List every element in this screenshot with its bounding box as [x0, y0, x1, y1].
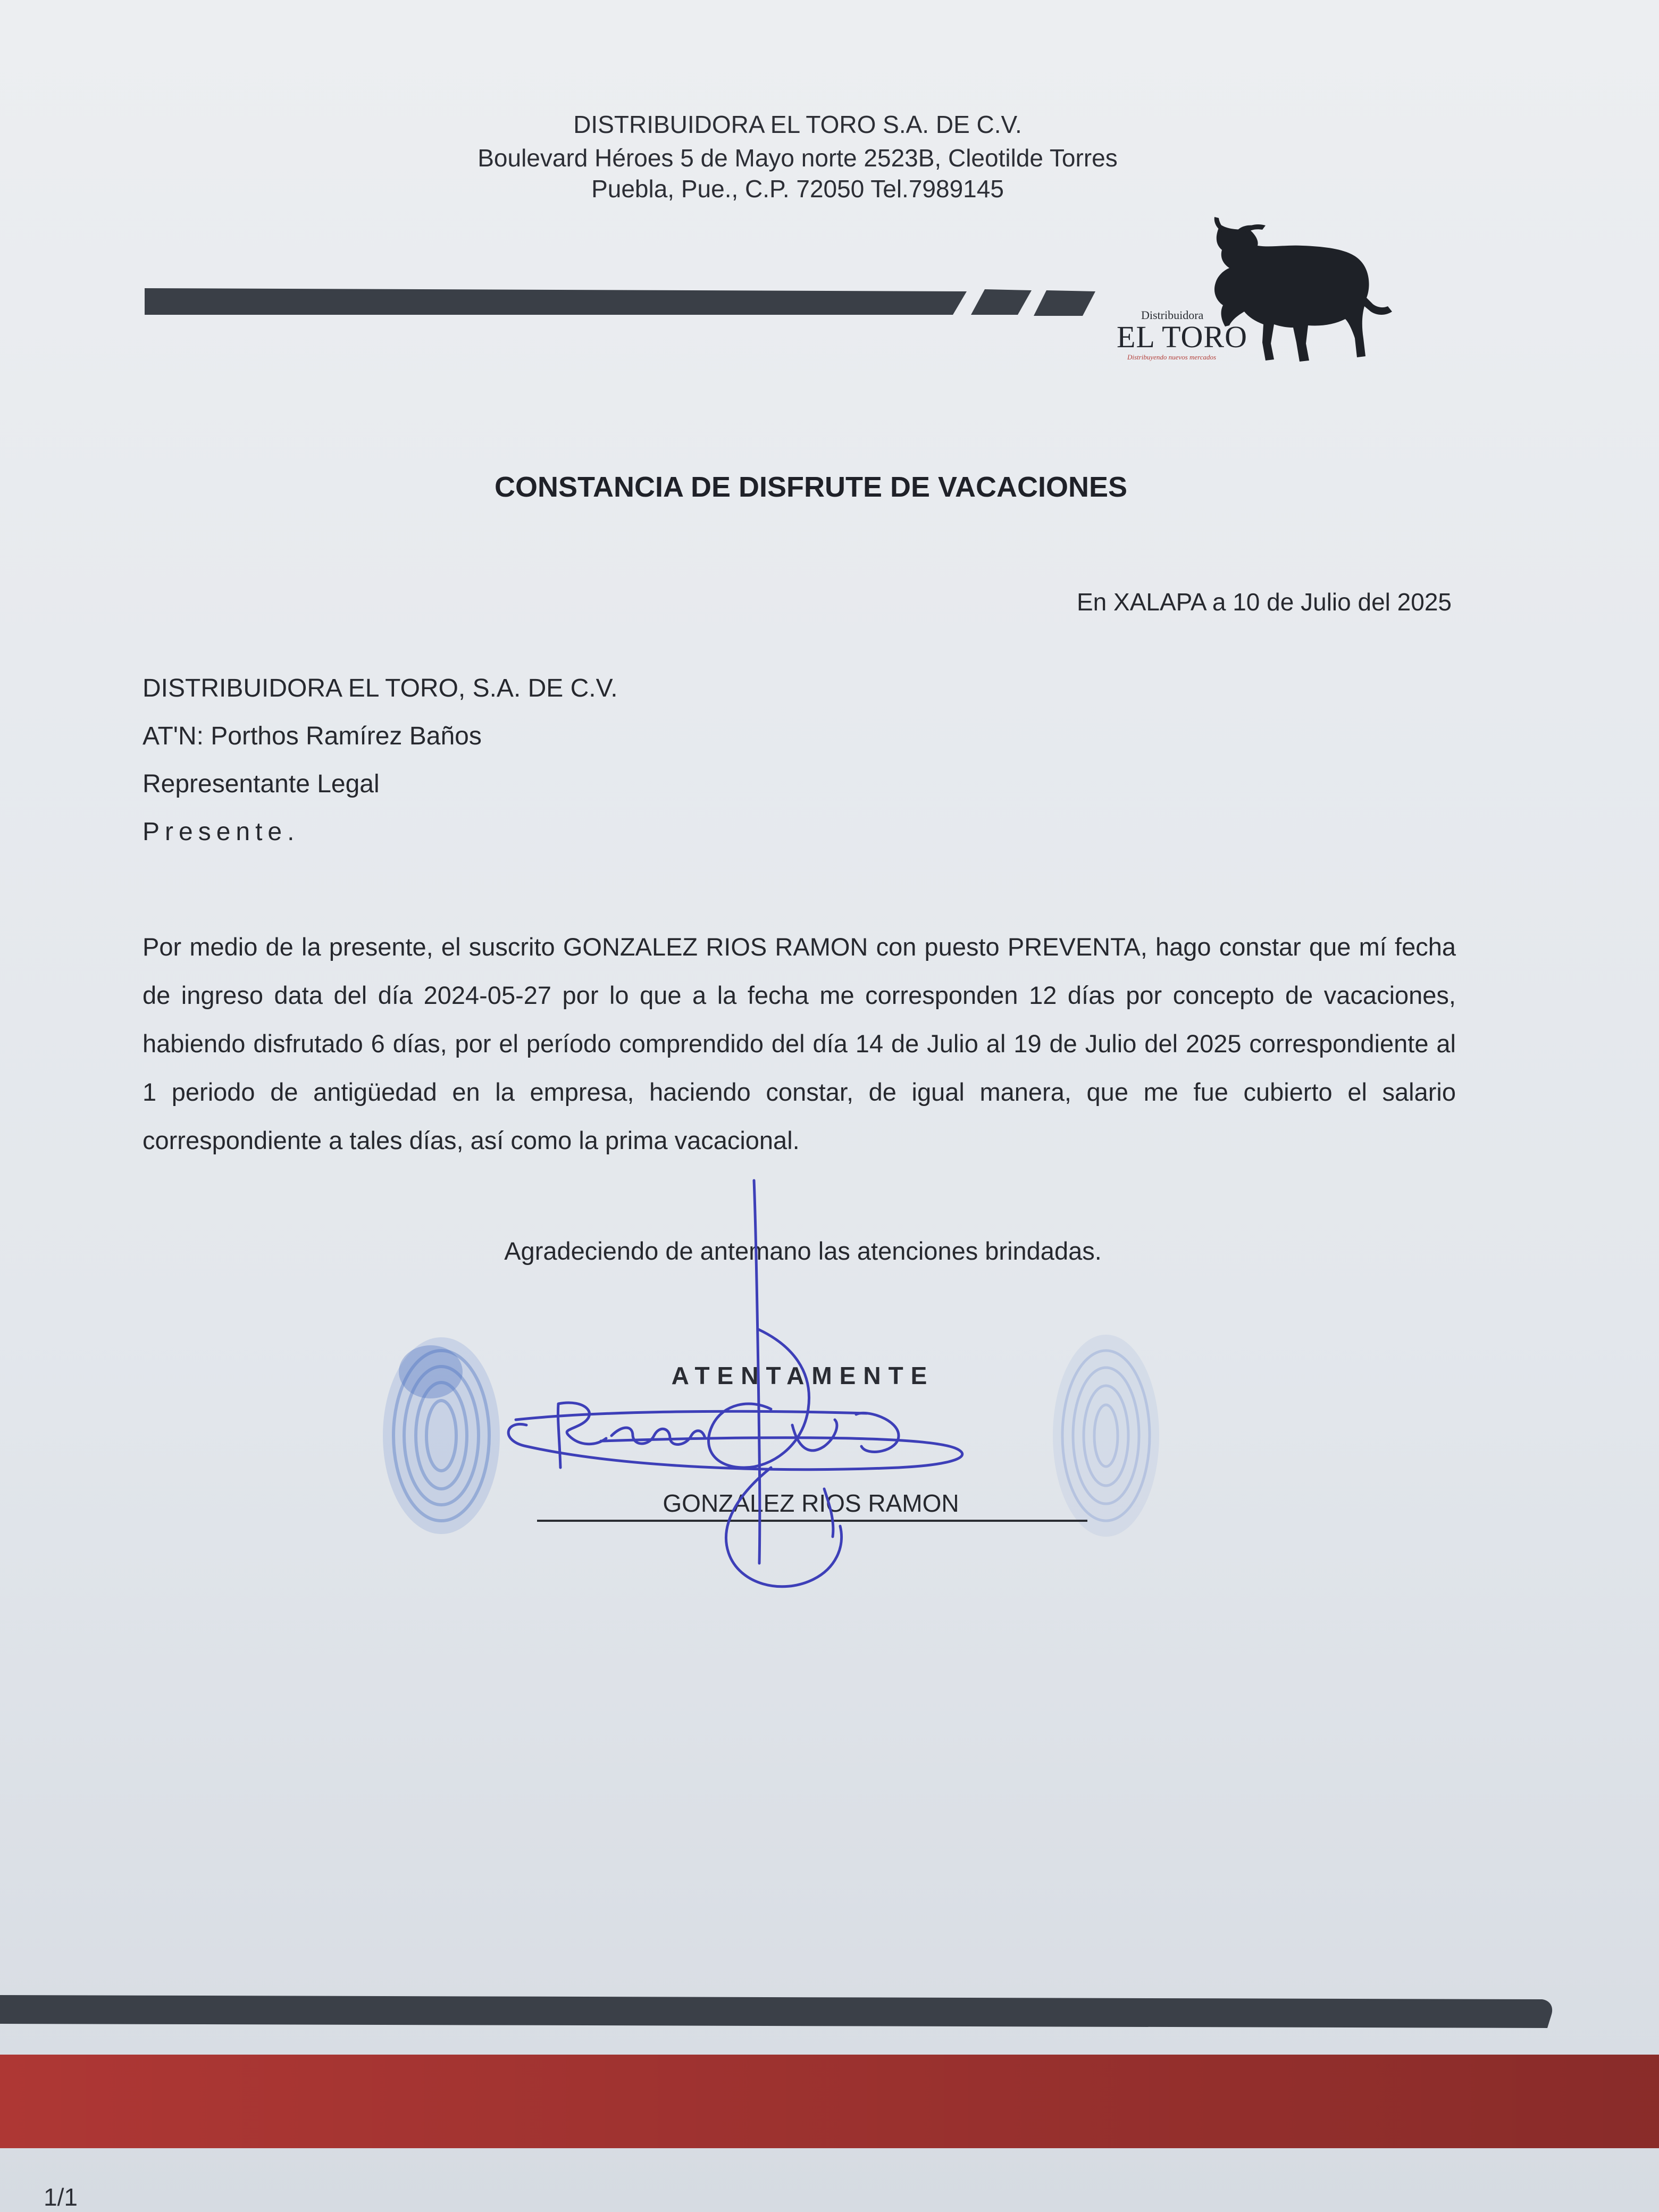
header-stripe-block1	[971, 289, 1032, 315]
company-address-line2: Puebla, Pue., C.P. 72050 Tel.7989145	[591, 175, 1004, 203]
page-number: 1/1	[44, 2183, 78, 2211]
company-address-line1: Boulevard Héroes 5 de Mayo norte 2523B, Cleotilde Torres	[477, 144, 1118, 172]
footer-dark-band	[0, 1995, 1552, 2028]
signer-name: GONZALEZ RIOS RAMON	[663, 1489, 959, 1517]
footer-bands	[0, 1989, 1659, 2212]
addressee-company: DISTRIBUIDORA EL TORO, S.A. DE C.V.	[143, 674, 618, 702]
logo-tagline: Distribuyendo nuevos mercados	[1127, 353, 1217, 361]
header-stripe	[0, 0, 1659, 372]
thanks-line: Agradeciendo de antemano las atenciones brindadas.	[504, 1237, 1102, 1265]
header-stripe-block2	[1034, 290, 1095, 316]
header-stripe-bar	[145, 288, 967, 315]
closing-word: ATENTAMENTE	[671, 1362, 935, 1389]
logo-brand: EL TORO	[1117, 320, 1247, 354]
company-name: DISTRIBUIDORA EL TORO S.A. DE C.V.	[573, 111, 1022, 138]
addressee-greeting: Presente.	[143, 818, 300, 846]
handwritten-signature	[495, 1170, 1090, 1611]
addressee-attention: AT'N: Porthos Ramírez Baños	[143, 722, 482, 750]
left-fingerprint	[367, 1319, 516, 1553]
body-paragraph: Por medio de la presente, el suscrito GONZALEZ RIOS RAMON con puesto PREVENTA, hago constar que mí fecha de ingreso data del día 2024-05-27 por lo que a la fecha me corresponden 12 días por concepto de vacaciones, habiendo disfrutado 6 días, por el período comprendido del día 14 de Julio al 19 de Julio del 2025 correspondiente al 1 periodo de antigüedad en la empresa, haciendo constar, de igual manera, que me fue cubierto el salario correspondiente a tales días, así como la prima vacacional.	[143, 933, 1456, 1154]
company-logo	[1111, 213, 1409, 378]
logo-small-text: Distribuidora	[1141, 308, 1204, 322]
document-title: CONSTANCIA DE DISFRUTE DE VACACIONES	[494, 471, 1128, 503]
addressee-role: Representante Legal	[143, 770, 380, 798]
place-date: En XALAPA a 10 de Julio del 2025	[1076, 588, 1452, 616]
